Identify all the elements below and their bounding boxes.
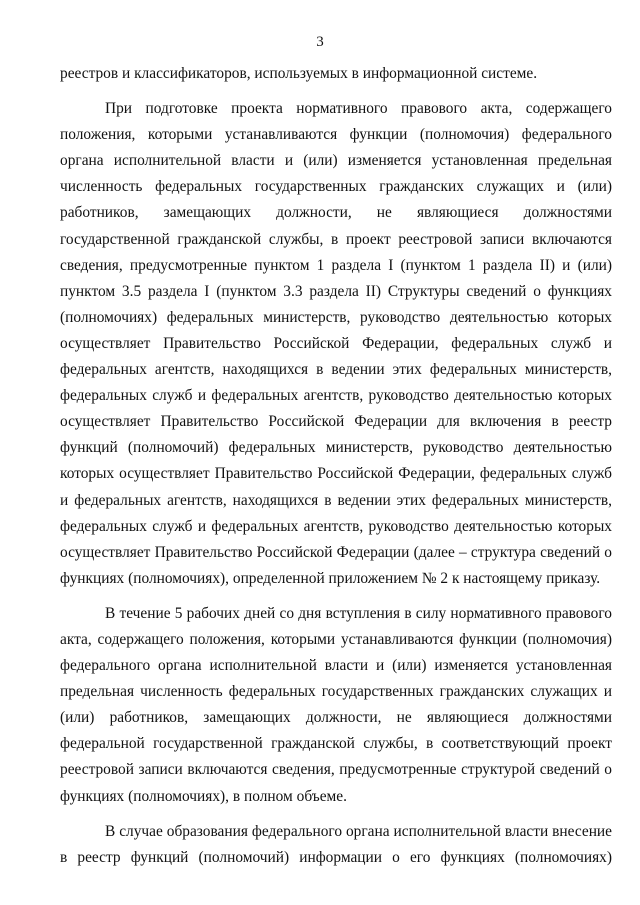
document-body <box>60 61 612 871</box>
paragraph-draft-act-preparation: При подготовке проекта нормативного правового акта, содержащего положения, которыми устанавливаются функции (полномочия) федерального органа исполнительной власти и (или) изменяется установленная предельная численность федеральных государственных гражданских служащих и (или) работников, замещающих должности, не являющиеся должностями государственной гражданской службы, в проект реестровой записи включаются сведения, предусмотренные пунктом 1 раздела I (пунктом 1 раздела II) и (или) пунктом 3.5 раздела I (пунктом 3.3 раздела II) Структуры сведений о функциях (полномочиях) федеральных министерств, руководство деятельностью которых осуществляет Правительство Российской Федерации, федеральных служб и федеральных агентств, находящихся в ведении этих федеральных министерств, федеральных служб и федеральных агентств, руководство деятельностью которых осуществляет Правительство Российской Федерации для включения в реестр функций (полномочий) федеральных министерств, руководство деятельностью которых осуществляет Правительство Российской Федерации, федеральных служб и федеральных агентств, находящихся в ведении этих федеральных министерств, федеральных служб и федеральных агентств, руководство деятельностью которых осуществляет Правительство Российской Федерации (далее – структура сведений о функциях (полномочиях), определенной приложением № 2 к настоящему приказу. <box>60 100 612 587</box>
paragraph-five-working-days: В течение 5 рабочих дней со дня вступления в силу нормативного правового акта, содержащего положения, которыми устанавливаются функции (полномочия) федерального органа исполнительной власти и (или) изменяется установленная предельная численность федеральных государственных гражданских служащих и (или) работников, замещающих должности, не являющиеся должностями федеральной государственной гражданской службы, в соответствующий проект реестровой записи включаются сведения, предусмотренные структурой сведений о функциях (полномочиях), в полном объеме. <box>60 604 612 805</box>
page-number: 3 <box>316 34 324 50</box>
paragraph-new-authority: В случае образования федерального органа исполнительной власти внесение в реестр функций (полномочий) информации о его функциях (полномочиях) <box>60 822 612 866</box>
paragraph-continuation: реестров и классификаторов, используемых в информационной системе. <box>60 65 538 82</box>
